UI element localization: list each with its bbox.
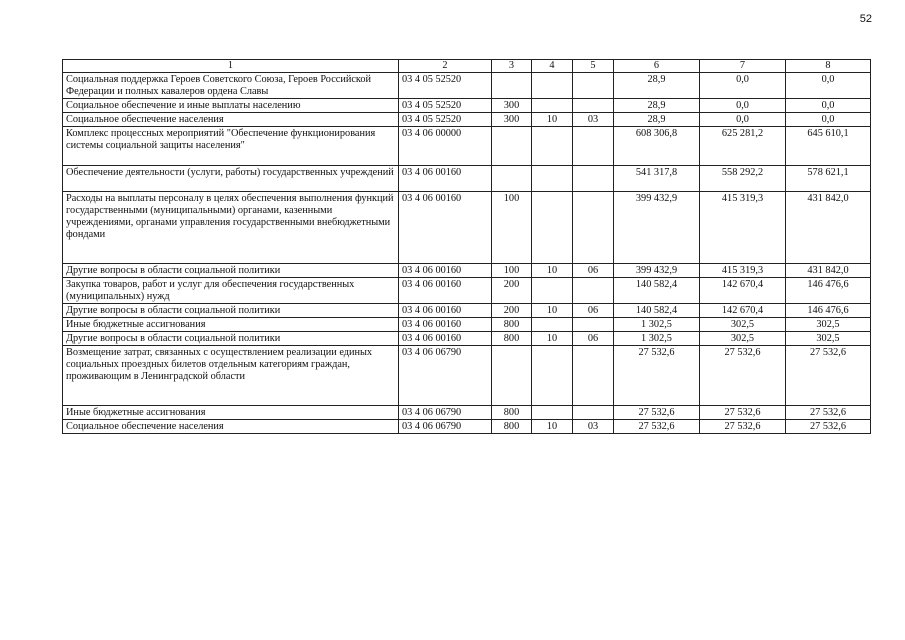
table-row <box>63 278 871 304</box>
table-row <box>63 406 871 420</box>
year-1-amount-cell: 541 317,8 <box>614 166 700 192</box>
year-1-amount-cell: 27 532,6 <box>614 420 700 434</box>
row-name-cell: Социальное обеспечение населения <box>63 113 399 127</box>
year-3-amount-cell: 645 610,1 <box>786 127 871 166</box>
section-cell <box>532 406 573 420</box>
target-article-cell: 03 4 05 52520 <box>399 99 492 113</box>
subsection-cell: 06 <box>573 332 614 346</box>
expense-type-cell <box>492 346 532 406</box>
target-article-cell: 03 4 06 06790 <box>399 346 492 406</box>
target-article-cell: 03 4 06 00160 <box>399 278 492 304</box>
row-name-cell: Закупка товаров, работ и услуг для обеспечения государственных (муниципальных) нужд <box>63 278 399 304</box>
target-article-cell: 03 4 06 00160 <box>399 192 492 264</box>
column-header-1: 1 <box>63 60 399 73</box>
target-article-cell: 03 4 06 00160 <box>399 166 492 192</box>
year-3-amount-cell: 146 476,6 <box>786 304 871 318</box>
row-name-cell: Другие вопросы в области социальной политики <box>63 264 399 278</box>
expense-type-cell: 800 <box>492 420 532 434</box>
year-3-amount-cell: 578 621,1 <box>786 166 871 192</box>
section-cell: 10 <box>532 264 573 278</box>
column-header-4: 4 <box>532 60 573 73</box>
table-row <box>63 73 871 99</box>
section-cell: 10 <box>532 113 573 127</box>
year-2-amount-cell: 625 281,2 <box>700 127 786 166</box>
table-row <box>63 318 871 332</box>
expense-type-cell: 200 <box>492 278 532 304</box>
year-2-amount-cell: 142 670,4 <box>700 278 786 304</box>
section-cell: 10 <box>532 332 573 346</box>
column-header-8: 8 <box>786 60 871 73</box>
target-article-cell: 03 4 06 00160 <box>399 264 492 278</box>
section-cell <box>532 166 573 192</box>
year-3-amount-cell: 431 842,0 <box>786 192 871 264</box>
expense-type-cell: 100 <box>492 264 532 278</box>
target-article-cell: 03 4 06 00160 <box>399 304 492 318</box>
subsection-cell <box>573 127 614 166</box>
year-1-amount-cell: 1 302,5 <box>614 318 700 332</box>
section-cell <box>532 318 573 332</box>
section-cell: 10 <box>532 304 573 318</box>
section-cell <box>532 192 573 264</box>
row-name-cell: Расходы на выплаты персоналу в целях обеспечения выполнения функций государственными (муниципальными) органами, казенными учреждениями, органами управления государственными внебюджетными фондами <box>63 192 399 264</box>
table-row <box>63 264 871 278</box>
expense-type-cell: 300 <box>492 99 532 113</box>
year-2-amount-cell: 415 319,3 <box>700 264 786 278</box>
expense-type-cell: 800 <box>492 332 532 346</box>
year-3-amount-cell: 0,0 <box>786 99 871 113</box>
row-name-cell: Другие вопросы в области социальной политики <box>63 304 399 318</box>
expense-type-cell: 100 <box>492 192 532 264</box>
year-1-amount-cell: 28,9 <box>614 113 700 127</box>
row-name-cell: Комплекс процессных мероприятий "Обеспечение функционирования системы социальной защиты населения" <box>63 127 399 166</box>
year-2-amount-cell: 0,0 <box>700 113 786 127</box>
table-row <box>63 99 871 113</box>
year-2-amount-cell: 558 292,2 <box>700 166 786 192</box>
table-row <box>63 166 871 192</box>
year-1-amount-cell: 27 532,6 <box>614 346 700 406</box>
year-2-amount-cell: 27 532,6 <box>700 420 786 434</box>
year-1-amount-cell: 28,9 <box>614 99 700 113</box>
year-2-amount-cell: 0,0 <box>700 73 786 99</box>
row-name-cell: Социальное обеспечение и иные выплаты населению <box>63 99 399 113</box>
year-2-amount-cell: 415 319,3 <box>700 192 786 264</box>
column-header-5: 5 <box>573 60 614 73</box>
table-row <box>63 127 871 166</box>
subsection-cell <box>573 192 614 264</box>
column-header-3: 3 <box>492 60 532 73</box>
row-name-cell: Другие вопросы в области социальной политики <box>63 332 399 346</box>
budget-table <box>62 59 871 434</box>
section-cell <box>532 346 573 406</box>
row-name-cell: Иные бюджетные ассигнования <box>63 406 399 420</box>
table-row <box>63 192 871 264</box>
year-2-amount-cell: 302,5 <box>700 332 786 346</box>
expense-type-cell: 300 <box>492 113 532 127</box>
year-3-amount-cell: 146 476,6 <box>786 278 871 304</box>
expense-type-cell: 800 <box>492 318 532 332</box>
subsection-cell <box>573 99 614 113</box>
year-1-amount-cell: 608 306,8 <box>614 127 700 166</box>
expense-type-cell <box>492 127 532 166</box>
target-article-cell: 03 4 06 00160 <box>399 318 492 332</box>
subsection-cell: 03 <box>573 420 614 434</box>
year-3-amount-cell: 27 532,6 <box>786 406 871 420</box>
table-row <box>63 346 871 406</box>
table-row <box>63 420 871 434</box>
section-cell <box>532 73 573 99</box>
year-2-amount-cell: 302,5 <box>700 318 786 332</box>
expense-type-cell: 800 <box>492 406 532 420</box>
row-name-cell: Обеспечение деятельности (услуги, работы) государственных учреждений <box>63 166 399 192</box>
section-cell <box>532 278 573 304</box>
row-name-cell: Иные бюджетные ассигнования <box>63 318 399 332</box>
year-3-amount-cell: 0,0 <box>786 113 871 127</box>
subsection-cell <box>573 166 614 192</box>
year-1-amount-cell: 140 582,4 <box>614 278 700 304</box>
table-row <box>63 332 871 346</box>
year-1-amount-cell: 399 432,9 <box>614 264 700 278</box>
column-header-6: 6 <box>614 60 700 73</box>
year-2-amount-cell: 27 532,6 <box>700 346 786 406</box>
page-number: 52 <box>859 13 872 25</box>
year-3-amount-cell: 302,5 <box>786 332 871 346</box>
target-article-cell: 03 4 06 00000 <box>399 127 492 166</box>
target-article-cell: 03 4 05 52520 <box>399 113 492 127</box>
table-header-row <box>63 60 871 73</box>
subsection-cell <box>573 278 614 304</box>
row-name-cell: Социальное обеспечение населения <box>63 420 399 434</box>
subsection-cell <box>573 346 614 406</box>
year-1-amount-cell: 27 532,6 <box>614 406 700 420</box>
target-article-cell: 03 4 06 06790 <box>399 420 492 434</box>
subsection-cell: 06 <box>573 264 614 278</box>
target-article-cell: 03 4 06 00160 <box>399 332 492 346</box>
year-3-amount-cell: 431 842,0 <box>786 264 871 278</box>
year-2-amount-cell: 142 670,4 <box>700 304 786 318</box>
year-3-amount-cell: 302,5 <box>786 318 871 332</box>
table-row <box>63 113 871 127</box>
year-3-amount-cell: 27 532,6 <box>786 346 871 406</box>
year-1-amount-cell: 399 432,9 <box>614 192 700 264</box>
target-article-cell: 03 4 05 52520 <box>399 73 492 99</box>
subsection-cell: 06 <box>573 304 614 318</box>
expense-type-cell <box>492 166 532 192</box>
year-3-amount-cell: 27 532,6 <box>786 420 871 434</box>
year-3-amount-cell: 0,0 <box>786 73 871 99</box>
section-cell <box>532 127 573 166</box>
year-1-amount-cell: 28,9 <box>614 73 700 99</box>
subsection-cell <box>573 318 614 332</box>
subsection-cell <box>573 73 614 99</box>
year-1-amount-cell: 140 582,4 <box>614 304 700 318</box>
subsection-cell <box>573 406 614 420</box>
expense-type-cell <box>492 73 532 99</box>
expense-type-cell: 200 <box>492 304 532 318</box>
year-2-amount-cell: 27 532,6 <box>700 406 786 420</box>
year-2-amount-cell: 0,0 <box>700 99 786 113</box>
year-1-amount-cell: 1 302,5 <box>614 332 700 346</box>
section-cell: 10 <box>532 420 573 434</box>
subsection-cell: 03 <box>573 113 614 127</box>
column-header-7: 7 <box>700 60 786 73</box>
row-name-cell: Социальная поддержка Героев Советского Союза, Героев Российской Федерации и полных кавалеров ордена Славы <box>63 73 399 99</box>
table-row <box>63 304 871 318</box>
row-name-cell: Возмещение затрат, связанных с осуществлением реализации единых социальных проездных билетов отдельным категориям граждан, проживающим в Ленинградской области <box>63 346 399 406</box>
target-article-cell: 03 4 06 06790 <box>399 406 492 420</box>
column-header-2: 2 <box>399 60 492 73</box>
section-cell <box>532 99 573 113</box>
